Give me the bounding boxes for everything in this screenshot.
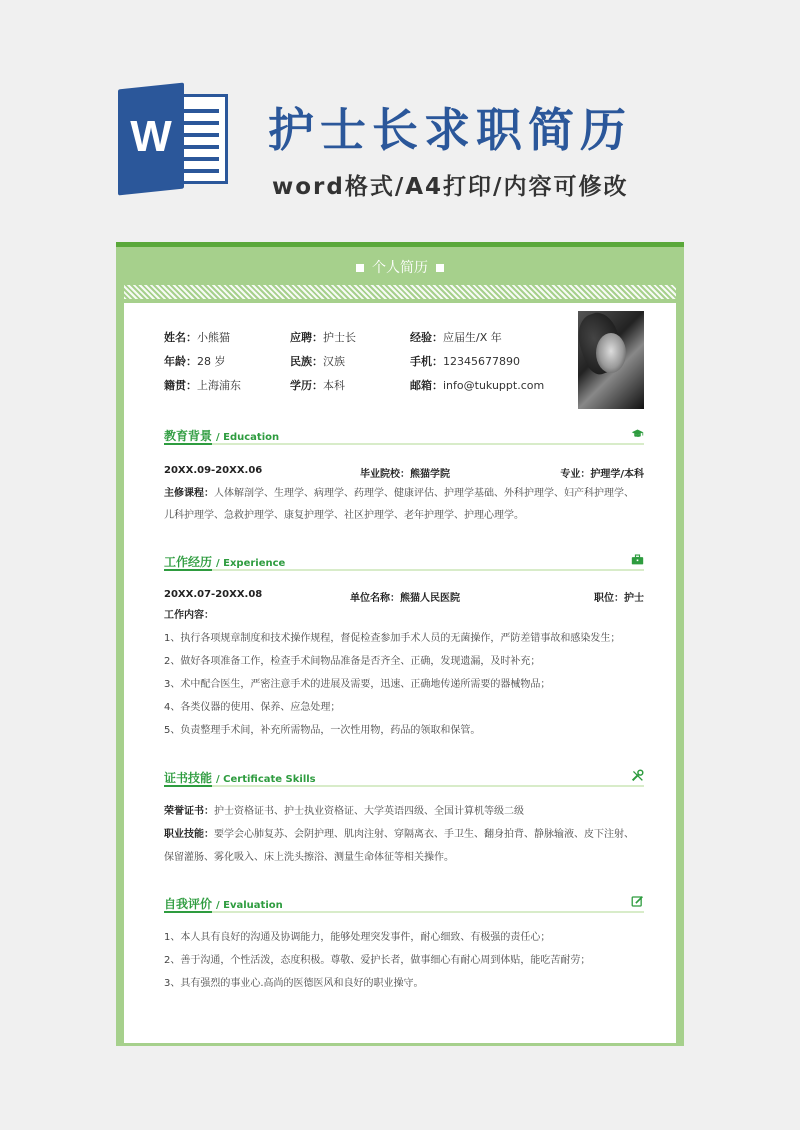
skill-line-1: 职业技能：要学会心肺复苏、会阴护理、肌肉注射、穿隔离衣、手卫生、翻身拍背、静脉输液、皮下注射、 [164, 829, 634, 840]
info-age: 年龄：28 岁 [164, 355, 226, 368]
resume-sheet [124, 303, 676, 1043]
courses-line-1: 主修课程：人体解剖学、生理学、病理学、药理学、健康评估、护理学基础、外科护理学、妇产科护理学、 [164, 488, 634, 499]
profile-photo [578, 311, 644, 409]
work-item: 5、负责整理手术间，补充所需物品，一次性用物，药品的领取和保管。 [164, 725, 481, 736]
word-icon: W [118, 86, 230, 192]
resume-title-bar [116, 255, 684, 281]
evaluation-item: 1、本人具有良好的沟通及协调能力，能够处理突发事件，耐心细致、有极强的责任心； [164, 932, 551, 943]
skill-line-2: 保留灌肠、雾化吸入、床上洗头擦浴、测量生命体征等相关操作。 [164, 852, 454, 863]
info-exp: 经验：应届生/X 年 [410, 331, 502, 344]
info-nation: 民族：汉族 [290, 355, 345, 368]
section-experience: 工作经历 / Experience [164, 551, 644, 571]
page-title: 护士长求职简历 [268, 103, 632, 157]
work-content-label: 工作内容： [164, 610, 214, 621]
info-origin: 籍贯：上海浦东 [164, 379, 241, 392]
info-degree: 学历：本科 [290, 379, 345, 392]
info-name: 姓名：小熊猫 [164, 331, 230, 344]
courses-line-2: 儿科护理学、急救护理学、康复护理学、社区护理学、老年护理学、护理心理学。 [164, 510, 524, 521]
honor-line: 荣誉证书：护士资格证书、护士执业资格证、大学英语四级、全国计算机等级二级 [164, 806, 524, 817]
education-row: 20XX.09-20XX.06 毕业院校：熊猫学院 专业：护理学/本科 [164, 465, 644, 480]
page-subtitle: word格式/A4打印/内容可修改 [272, 174, 629, 200]
work-item: 1、执行各项规章制度和技术操作规程，督促检查参加手术人员的无菌操作，严防差错事故和感染发生； [164, 633, 621, 644]
graduation-cap-icon [631, 427, 644, 440]
tools-icon [631, 769, 644, 782]
work-item: 4、各类仪器的使用、保养、应急处理； [164, 702, 341, 713]
info-email: 邮箱：info@tukuppt.com [410, 379, 545, 392]
section-evaluation: 自我评价 / Evaluation [164, 893, 644, 913]
edit-icon [631, 895, 644, 908]
resume-title: 个人简历 [372, 260, 428, 276]
evaluation-item: 3、具有强烈的事业心.高尚的医德医风和良好的职业操守。 [164, 978, 424, 989]
briefcase-icon [631, 553, 644, 566]
evaluation-item: 2、善于沟通，个性活泼，态度积极。尊敬、爱护长者，做事细心有耐心周到体贴，能吃苦耐劳； [164, 955, 591, 966]
work-item: 3、术中配合医生，严密注意手术的进展及需要，迅速、正确地传递所需要的器械物品； [164, 679, 551, 690]
info-phone: 手机：12345677890 [410, 355, 520, 368]
resume-frame [116, 242, 684, 1046]
section-skills: 证书技能 / Certificate Skills [164, 767, 644, 787]
work-item: 2、做好各项准备工作，检查手术间物品准备是否齐全、正确，发现遗漏，及时补充； [164, 656, 541, 667]
decorative-hatch [124, 285, 676, 299]
experience-row: 20XX.07-20XX.08 单位名称：熊猫人民医院 职位：护士 [164, 589, 644, 604]
section-education: 教育背景 / Education [164, 425, 644, 445]
info-job: 应聘：护士长 [290, 331, 356, 344]
